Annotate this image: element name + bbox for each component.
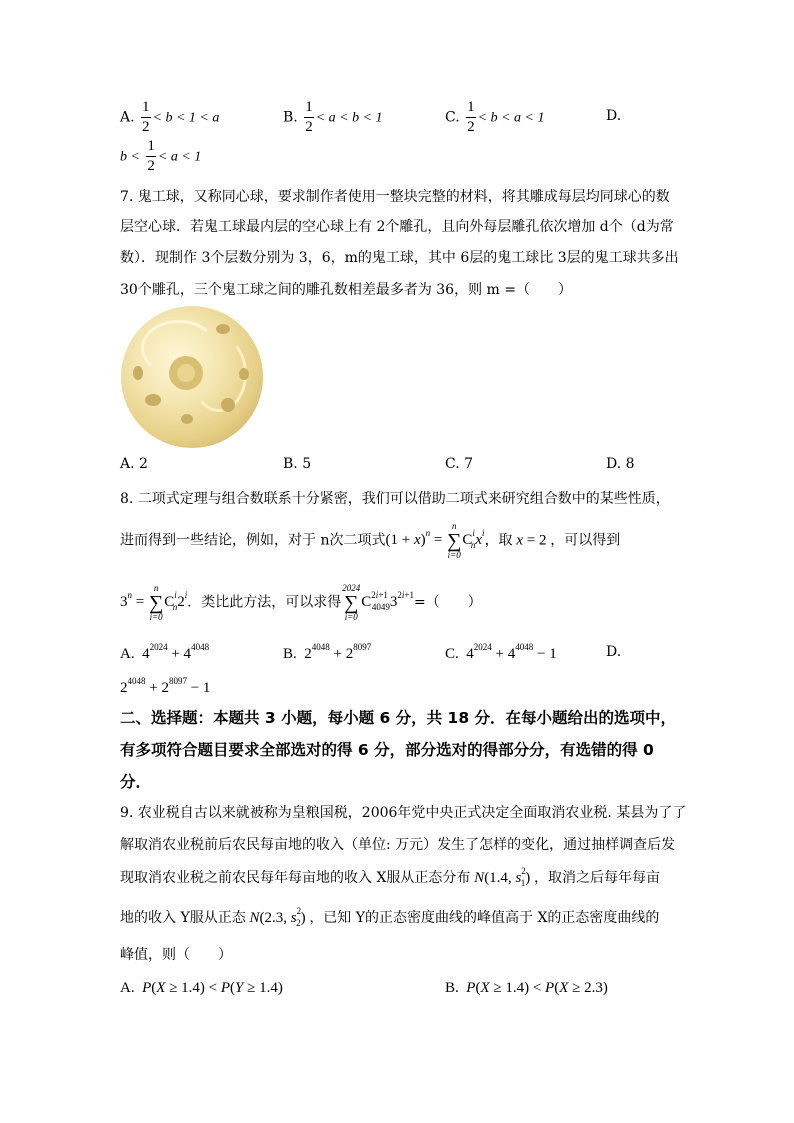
q6-option-d-label: D. — [606, 108, 622, 124]
text: 现取消农业税之前农民每年每亩地的收入 X服从正态分布 — [120, 870, 471, 886]
q7-option-b: B. 5 — [283, 456, 312, 472]
q7-option-a: A. 2 — [120, 456, 148, 472]
q9-line-2: 解取消农业税前后农民每亩地的收入（单位: 万元）发生了怎样的变化，通过抽样调查后发 — [120, 837, 676, 853]
text: ，取消之后每年每亩 — [534, 870, 661, 886]
q6-option-d — [120, 139, 201, 174]
q8-line-3 — [120, 584, 482, 622]
q9-line-4 — [120, 906, 659, 928]
q9-option-a: A. P(X ≥ 1.4) < P(Y ≥ 1.4) — [120, 980, 283, 996]
fraction: $\frac{1}{2}$ — [147, 138, 155, 174]
text: ，已知 Y的正态密度曲线的峰值高于 X的正态密度曲线的 — [309, 910, 660, 926]
option-label: B. — [283, 646, 297, 662]
q8-line-1: 8. 二项式定理与组合数联系十分紧密，我们可以借助二项式来研究组合数中的某些性质， — [120, 491, 670, 507]
q8-option-d: $2^{4048} + 2^{8097} - 1$ — [120, 676, 211, 696]
q9-line-1: 9. 农业税自古以来就被称为皇粮国税，2006年党中央正式决定全面取消农业税. 某县为了了 — [120, 805, 687, 821]
option-expression: b < — [120, 149, 140, 165]
q7-line-1: 7. 鬼工球，又称同心球，要求制作者使用一整块完整的材料，将其雕成每层均同球心的数 — [120, 189, 670, 205]
text: =（ ） — [413, 594, 482, 611]
normal-y-expression: N(2.3, $s^2_2$) — [249, 906, 310, 928]
q9-line-3 — [120, 866, 660, 888]
q8-option-d-label: D. — [606, 644, 622, 660]
q9-option-b: B. P(X ≥ 1.4) < P(X ≥ 2.3) — [445, 980, 608, 996]
fraction: $\frac{1}{2}$ — [467, 99, 475, 135]
section2-heading-line-2: 有多项符合题目要求全部选对的得 6 分，部分选对的得部分分，有选错的得 0 — [120, 741, 654, 759]
target-sum-expression: 2024 ∑ i=0 $C^{2i+1}_{4049}3^{2i+1}$ — [342, 583, 414, 622]
option-label: B. — [283, 109, 298, 126]
binomial-expression: $(1 + x)^n$ = n ∑ i=0 $C^i_nx^i$ — [385, 521, 485, 560]
section2-heading-line-3: 分． — [120, 773, 152, 791]
text: ，可以得到 — [550, 532, 621, 549]
fraction: $\frac{1}{2}$ — [305, 99, 313, 135]
q8-option-b: B. $2^{4048} + 2^{8097}$ — [283, 642, 372, 662]
option-label: A. — [120, 646, 135, 662]
q6-option-c — [445, 100, 544, 135]
carved-ball-image — [121, 306, 263, 448]
text: 进而得到一些结论，例如，对于 n次二项式 — [120, 532, 386, 549]
option-label: C. — [445, 109, 460, 126]
option-label: A. — [120, 980, 135, 996]
option-expression: < b < a < 1 — [477, 110, 545, 126]
q8-line-2 — [120, 522, 620, 560]
q7-line-3: 数）．现制作 3个层数分别为 3，6，m的鬼工球，其中 6层的鬼工球比 3层的鬼工球共多出 — [120, 250, 679, 266]
option-expression: < a < b < 1 — [315, 110, 383, 126]
option-expression: < b < 1 < a — [152, 110, 220, 126]
q7-option-c: C. 7 — [445, 456, 474, 472]
text: ，取 — [484, 532, 513, 549]
option-label: C. — [445, 646, 459, 662]
q9-line-5: 峰值，则（ ） — [120, 947, 232, 963]
text: 地的收入 Y服从正态 — [120, 910, 246, 926]
q7-line-2: 层空心球．若鬼工球最内层的空心球上有 2个雕孔，且向外每层雕孔依次增加 d个（d为常 — [120, 219, 674, 235]
text: ．类比此方法，可以求得 — [187, 594, 342, 611]
option-label: A. — [120, 109, 135, 126]
fraction: $\frac{1}{2}$ — [142, 99, 150, 135]
section2-heading-line-1: 二、选择题：本题共 3 小题，每小题 6 分，共 18 分．在每小题给出的选项中， — [120, 709, 677, 727]
q8-option-c: C. $4^{2024} + 4^{4048} - 1$ — [445, 642, 557, 662]
sum-expression: $3^n$ = n ∑ i=0 $C^i_n2^i$ — [120, 583, 188, 622]
q7-line-4: 30个雕孔，三个鬼工球之间的雕孔数相差最多者为 36，则 m =（ ） — [120, 282, 572, 298]
q7-option-d: D. 8 — [606, 456, 635, 472]
normal-x-expression: N(1.4, $s^2_1$) — [474, 866, 535, 888]
option-label: B. — [445, 980, 459, 996]
option-expression: < a < 1 — [157, 149, 202, 165]
x-equals-2: x = 2 — [516, 532, 551, 549]
q6-option-b — [283, 100, 383, 135]
q8-option-a: A. $4^{2024} + 4^{4048}$ — [120, 642, 210, 662]
q6-option-a — [120, 100, 219, 135]
